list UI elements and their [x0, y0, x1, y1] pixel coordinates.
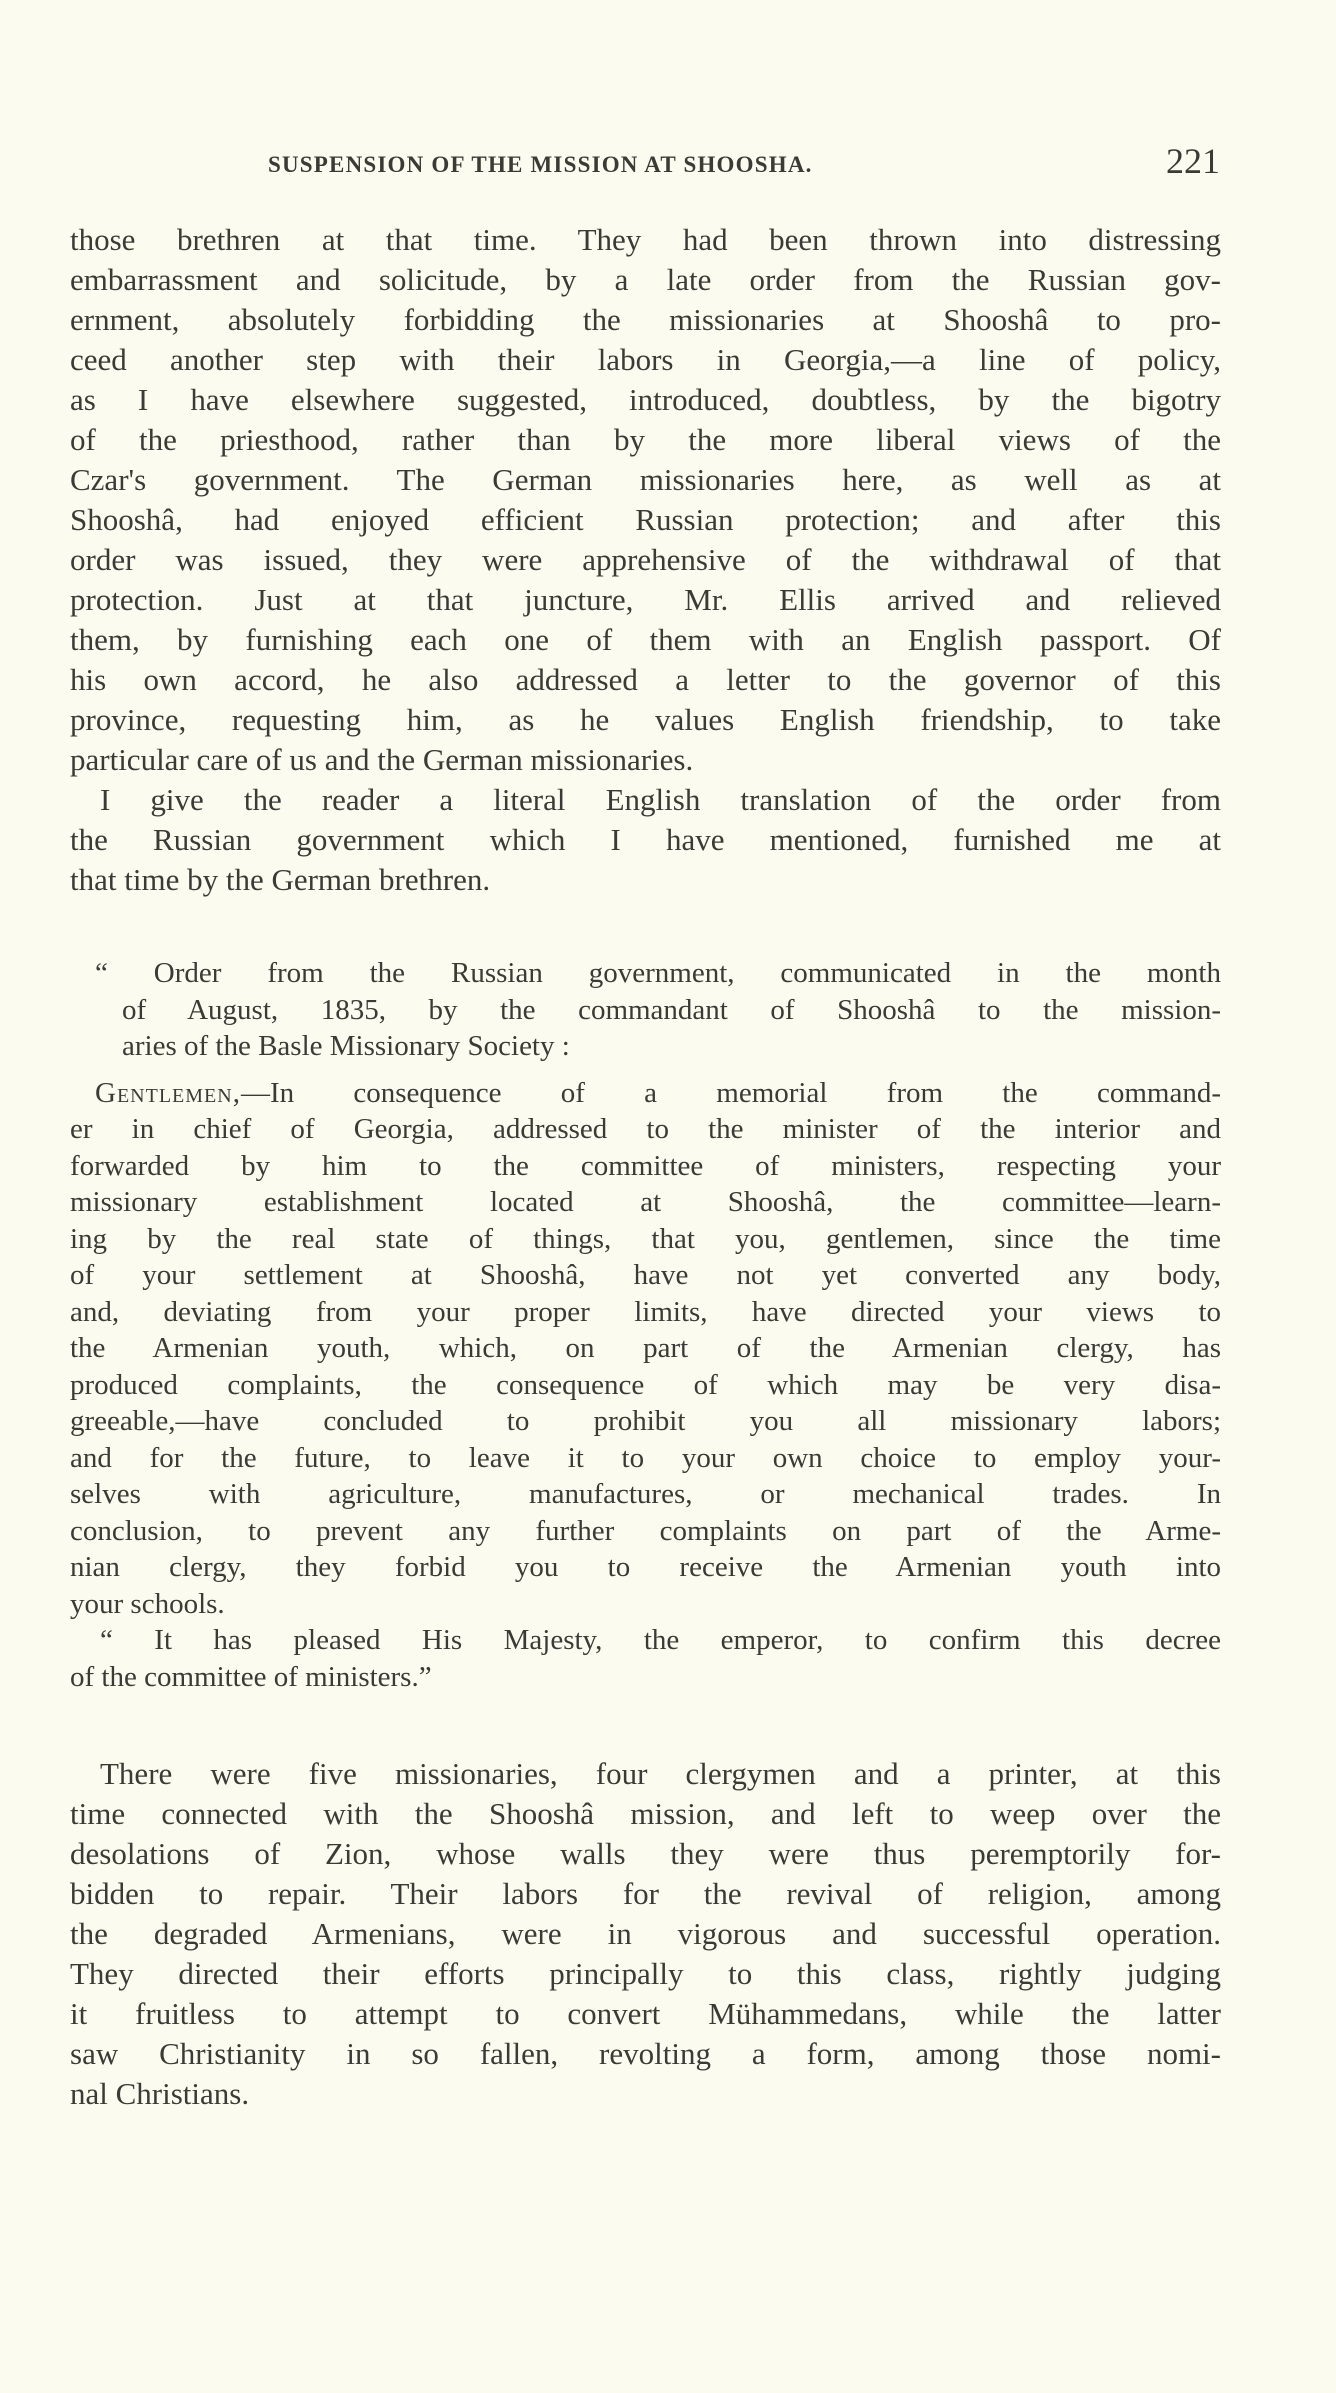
text-fragment: —In consequence of a memorial from the command- — [240, 1076, 1221, 1109]
text-line: them, by furnishing each one of them with an English passport. Of — [70, 622, 1221, 657]
text-line: greeable,—have concluded to prohibit you all missionary labors; — [70, 1405, 1221, 1437]
text-line: missionary establishment located at Shooshâ, the committee—learn- — [70, 1186, 1221, 1218]
text-line: time connected with the Shooshâ mission, and left to weep over the — [70, 1796, 1221, 1831]
paragraph-main-1 — [70, 220, 1221, 900]
text-line: They directed their efforts principally to this class, rightly judging — [70, 1956, 1221, 1991]
text-line: produced complaints, the consequence of which may be very disa- — [70, 1368, 1221, 1401]
text-line: “ Order from the Russian government, communicated in the month — [95, 957, 1221, 989]
page-number: 221 — [1166, 141, 1220, 181]
text-line: the Armenian youth, which, on part of the Armenian clergy, has — [70, 1332, 1221, 1364]
text-line: er in chief of Georgia, addressed to the minister of the interior and — [70, 1113, 1221, 1145]
text-line: of your settlement at Shooshâ, have not yet converted any body, — [70, 1259, 1221, 1291]
text-line: ing by the real state of things, that you, gentlemen, since the time — [70, 1222, 1221, 1255]
text-line: as I have elsewhere suggested, introduced, doubtless, by the bigotry — [70, 382, 1221, 417]
text-line: nal Christians. — [70, 2076, 250, 2111]
text-line: Czar's government. The German missionaries here, as well as at — [70, 462, 1221, 497]
text-line: desolations of Zion, whose walls they were thus peremptorily for- — [70, 1836, 1221, 1871]
text-line: ernment, absolutely forbidding the missionaries at Shooshâ to pro- — [70, 302, 1221, 337]
text-line: selves with agriculture, manufactures, or mechanical trades. In — [70, 1478, 1221, 1510]
text-line: bidden to repair. Their labors for the revival of religion, among — [70, 1876, 1221, 1911]
paragraph-main-3 — [70, 1754, 1221, 2114]
text-line: conclusion, to prevent any further complaints on part of the Arme- — [70, 1514, 1221, 1547]
salutation: Gentlemen, — [95, 1076, 241, 1109]
running-header — [268, 140, 1220, 190]
text-line: the Russian government which I have mentioned, furnished me at — [70, 822, 1221, 857]
text-line — [70, 1075, 1221, 1112]
text-line: saw Christianity in so fallen, revolting a form, among those nomi- — [70, 2036, 1221, 2071]
text-line: nian clergy, they forbid you to receive the Armenian youth into — [70, 1551, 1221, 1583]
text-line: “ It has pleased His Majesty, the emperor, to confirm this decree — [100, 1624, 1221, 1656]
text-line: particular care of us and the German missionaries. — [70, 742, 694, 777]
text-line: There were five missionaries, four clergymen and a printer, at this — [100, 1756, 1221, 1791]
text-line: and, deviating from your proper limits, have directed your views to — [70, 1295, 1221, 1328]
text-line: your schools. — [70, 1587, 225, 1620]
text-line: that time by the German brethren. — [70, 862, 491, 897]
text-line: protection. Just at that juncture, Mr. Ellis arrived and relieved — [70, 582, 1221, 617]
text-line: his own accord, he also addressed a letter to the governor of this — [70, 662, 1221, 697]
running-head-title: SUSPENSION OF THE MISSION AT SHOOSHA. — [268, 152, 813, 177]
text-line: embarrassment and solicitude, by a late order from the Russian gov- — [70, 262, 1221, 297]
text-line: order was issued, they were apprehensive of the withdrawal of that — [70, 542, 1221, 577]
text-line: aries of the Basle Missionary Society : — [122, 1030, 570, 1062]
text-line: ceed another step with their labors in Georgia,—a line of policy, — [70, 342, 1221, 377]
text-line: the degraded Armenians, were in vigorous and successful operation. — [70, 1916, 1221, 1951]
text-line: of August, 1835, by the commandant of Shooshâ to the mission- — [122, 993, 1221, 1026]
text-line: province, requesting him, as he values English friendship, to take — [70, 702, 1221, 737]
text-line: it fruitless to attempt to convert Mühammedans, while the latter — [70, 1996, 1221, 2031]
text-line: those brethren at that time. They had been thrown into distressing — [70, 222, 1221, 257]
text-line: of the committee of ministers.” — [70, 1660, 432, 1693]
text-line: I give the reader a literal English translation of the order from — [100, 782, 1221, 817]
text-line: Shooshâ, had enjoyed efficient Russian protection; and after this — [70, 502, 1221, 537]
text-line: and for the future, to leave it to your own choice to employ your- — [70, 1441, 1221, 1474]
text-line: of the priesthood, rather than by the more liberal views of the — [70, 422, 1221, 457]
quoted-order — [70, 955, 1221, 1695]
text-line: forwarded by him to the committee of ministers, respecting your — [70, 1149, 1221, 1182]
